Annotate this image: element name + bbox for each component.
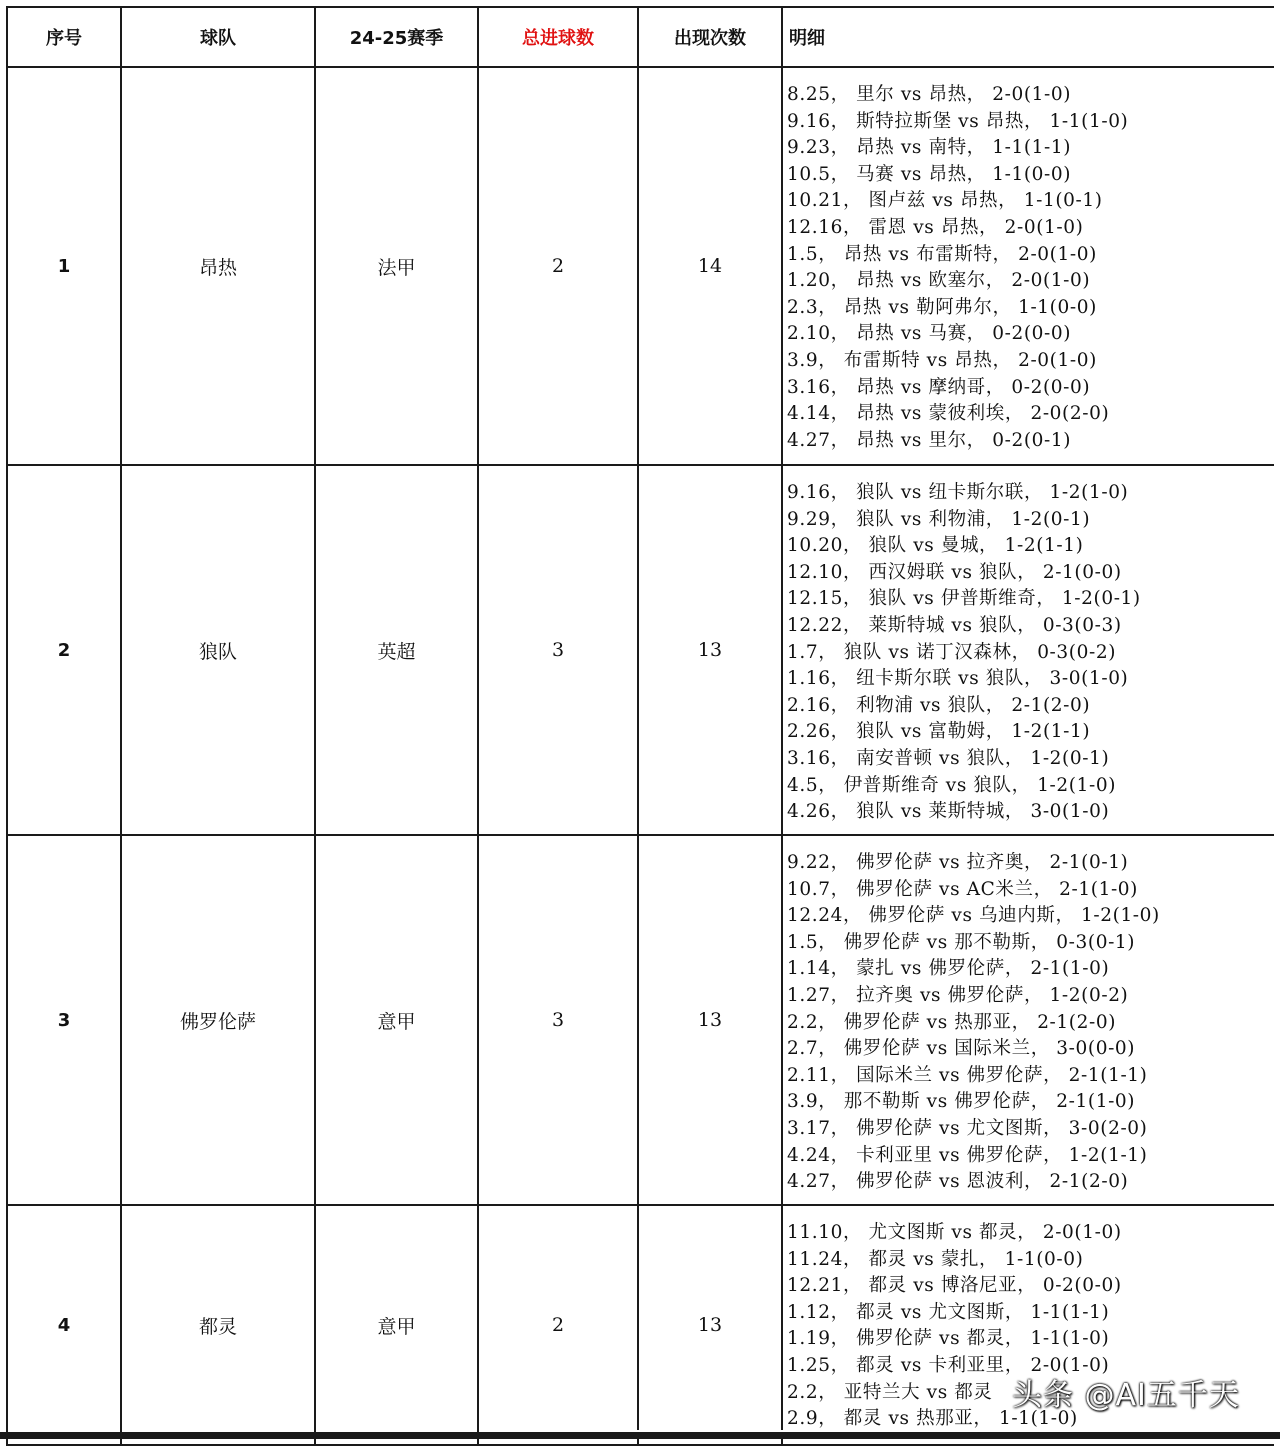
watermark: 头条 @AI五千天 (1012, 1378, 1240, 1413)
bottom-border (0, 1432, 1280, 1439)
match-line: 1.25， 都灵 vs 卡利亚里， 2-0(1-0) (787, 1354, 1110, 1376)
row-occurrences: 13 (638, 1205, 782, 1445)
row-index: 2 (7, 465, 121, 835)
data-table-sheet (6, 6, 1274, 1446)
match-line: 3.9， 布雷斯特 vs 昂热， 2-0(1-0) (787, 349, 1097, 371)
match-line: 2.11， 国际米兰 vs 佛罗伦萨， 2-1(1-1) (787, 1064, 1148, 1086)
match-line: 1.19， 佛罗伦萨 vs 都灵， 1-1(1-0) (787, 1328, 1110, 1350)
match-line: 9.23， 昂热 vs 南特， 1-1(1-1) (787, 137, 1072, 159)
match-line: 12.16， 雷恩 vs 昂热， 2-0(1-0) (787, 216, 1084, 238)
match-line: 3.9， 那不勒斯 vs 佛罗伦萨， 2-1(1-0) (787, 1091, 1136, 1113)
match-line: 2.2， 亚特兰大 vs 都灵 (787, 1381, 993, 1403)
header-occurrences: 出现次数 (638, 7, 782, 67)
match-line: 2.2， 佛罗伦萨 vs 热那亚， 2-1(2-0) (787, 1011, 1117, 1033)
match-line: 12.24， 佛罗伦萨 vs 乌迪内斯， 1-2(1-0) (787, 905, 1160, 927)
row-total-goals: 2 (478, 67, 638, 465)
match-line: 9.16， 斯特拉斯堡 vs 昂热， 1-1(1-0) (787, 110, 1129, 132)
match-line: 1.27， 拉齐奥 vs 佛罗伦萨， 1-2(0-2) (787, 984, 1129, 1006)
match-line: 2.10， 昂热 vs 马赛， 0-2(0-0) (787, 323, 1072, 345)
row-detail (782, 465, 1274, 835)
row-occurrences: 13 (638, 465, 782, 835)
row-index: 4 (7, 1205, 121, 1445)
match-line: 4.24， 卡利亚里 vs 佛罗伦萨， 1-2(1-1) (787, 1144, 1148, 1166)
match-line: 12.22， 莱斯特城 vs 狼队， 0-3(0-3) (787, 614, 1122, 636)
match-line: 10.5， 马赛 vs 昂热， 1-1(0-0) (787, 163, 1072, 185)
match-line: 10.21， 图卢兹 vs 昂热， 1-1(0-1) (787, 190, 1103, 212)
match-line: 11.24， 都灵 vs 蒙扎， 1-1(0-0) (787, 1248, 1084, 1270)
row-team: 狼队 (121, 465, 315, 835)
match-line: 9.29， 狼队 vs 利物浦， 1-2(0-1) (787, 508, 1091, 530)
match-line: 2.16， 利物浦 vs 狼队， 2-1(2-0) (787, 694, 1091, 716)
row-team: 都灵 (121, 1205, 315, 1445)
row-total-goals: 2 (478, 1205, 638, 1445)
match-line: 12.10， 西汉姆联 vs 狼队， 2-1(0-0) (787, 561, 1122, 583)
match-line: 9.22， 佛罗伦萨 vs 拉齐奥， 2-1(0-1) (787, 852, 1129, 873)
row-occurrences: 13 (638, 835, 782, 1205)
row-index: 3 (7, 835, 121, 1205)
match-line: 1.14， 蒙扎 vs 佛罗伦萨， 2-1(1-0) (787, 958, 1110, 980)
match-line: 2.7， 佛罗伦萨 vs 国际米兰， 3-0(0-0) (787, 1038, 1136, 1060)
match-line: 12.15， 狼队 vs 伊普斯维奇， 1-2(0-1) (787, 588, 1141, 610)
match-line: 4.14， 昂热 vs 蒙彼利埃， 2-0(2-0) (787, 403, 1110, 425)
match-line: 1.7， 狼队 vs 诺丁汉森林， 0-3(0-2) (787, 641, 1117, 663)
match-line: 9.16， 狼队 vs 纽卡斯尔联， 1-2(1-0) (787, 482, 1129, 503)
match-line: 3.16， 昂热 vs 摩纳哥， 0-2(0-0) (787, 376, 1091, 398)
table-row (7, 67, 1274, 465)
row-occurrences: 14 (638, 67, 782, 465)
match-line: 3.16， 南安普顿 vs 狼队， 1-2(0-1) (787, 747, 1110, 769)
header-total-goals: 总进球数 (478, 7, 638, 67)
row-total-goals: 3 (478, 465, 638, 835)
team-stats-table (6, 6, 1274, 1446)
match-line: 2.3， 昂热 vs 勒阿弗尔， 1-1(0-0) (787, 296, 1097, 318)
match-line: 3.17， 佛罗伦萨 vs 尤文图斯， 3-0(2-0) (787, 1117, 1148, 1139)
match-line: 2.9， 都灵 vs 热那亚， 1-1(1-0) (787, 1408, 1078, 1430)
row-league: 法甲 (315, 67, 478, 465)
match-line: 10.20， 狼队 vs 曼城， 1-2(1-1) (787, 535, 1084, 557)
header-detail: 明细 (782, 7, 1274, 67)
match-line: 4.26， 狼队 vs 莱斯特城， 3-0(1-0) (787, 801, 1110, 823)
match-line: 1.5， 佛罗伦萨 vs 那不勒斯， 0-3(0-1) (787, 931, 1136, 953)
header-league: 24-25赛季 (315, 7, 478, 67)
row-detail (782, 67, 1274, 465)
match-line: 2.26， 狼队 vs 富勒姆， 1-2(1-1) (787, 721, 1091, 743)
header-row (7, 7, 1274, 67)
table-row (7, 465, 1274, 835)
row-team: 佛罗伦萨 (121, 835, 315, 1205)
row-detail (782, 835, 1274, 1205)
match-line: 4.27， 佛罗伦萨 vs 恩波利， 2-1(2-0) (787, 1171, 1129, 1193)
match-line: 12.21， 都灵 vs 博洛尼亚， 0-2(0-0) (787, 1275, 1122, 1297)
match-line: 4.27， 昂热 vs 里尔， 0-2(0-1) (787, 429, 1072, 451)
match-line: 1.16， 纽卡斯尔联 vs 狼队， 3-0(1-0) (787, 668, 1129, 690)
header-team: 球队 (121, 7, 315, 67)
match-line: 4.5， 伊普斯维奇 vs 狼队， 1-2(1-0) (787, 774, 1117, 796)
match-line: 8.25， 里尔 vs 昂热， 2-0(1-0) (787, 84, 1072, 105)
row-total-goals: 3 (478, 835, 638, 1205)
match-line: 10.7， 佛罗伦萨 vs AC米兰， 2-1(1-0) (787, 878, 1138, 900)
row-league: 意甲 (315, 1205, 478, 1445)
match-line: 1.20， 昂热 vs 欧塞尔， 2-0(1-0) (787, 270, 1091, 292)
match-line: 11.10， 尤文图斯 vs 都灵， 2-0(1-0) (787, 1222, 1122, 1243)
header-index: 序号 (7, 7, 121, 67)
row-index: 1 (7, 67, 121, 465)
row-team: 昂热 (121, 67, 315, 465)
table-row (7, 835, 1274, 1205)
row-league: 意甲 (315, 835, 478, 1205)
row-league: 英超 (315, 465, 478, 835)
match-line: 1.12， 都灵 vs 尤文图斯， 1-1(1-1) (787, 1301, 1110, 1323)
match-line: 1.5， 昂热 vs 布雷斯特， 2-0(1-0) (787, 243, 1097, 265)
